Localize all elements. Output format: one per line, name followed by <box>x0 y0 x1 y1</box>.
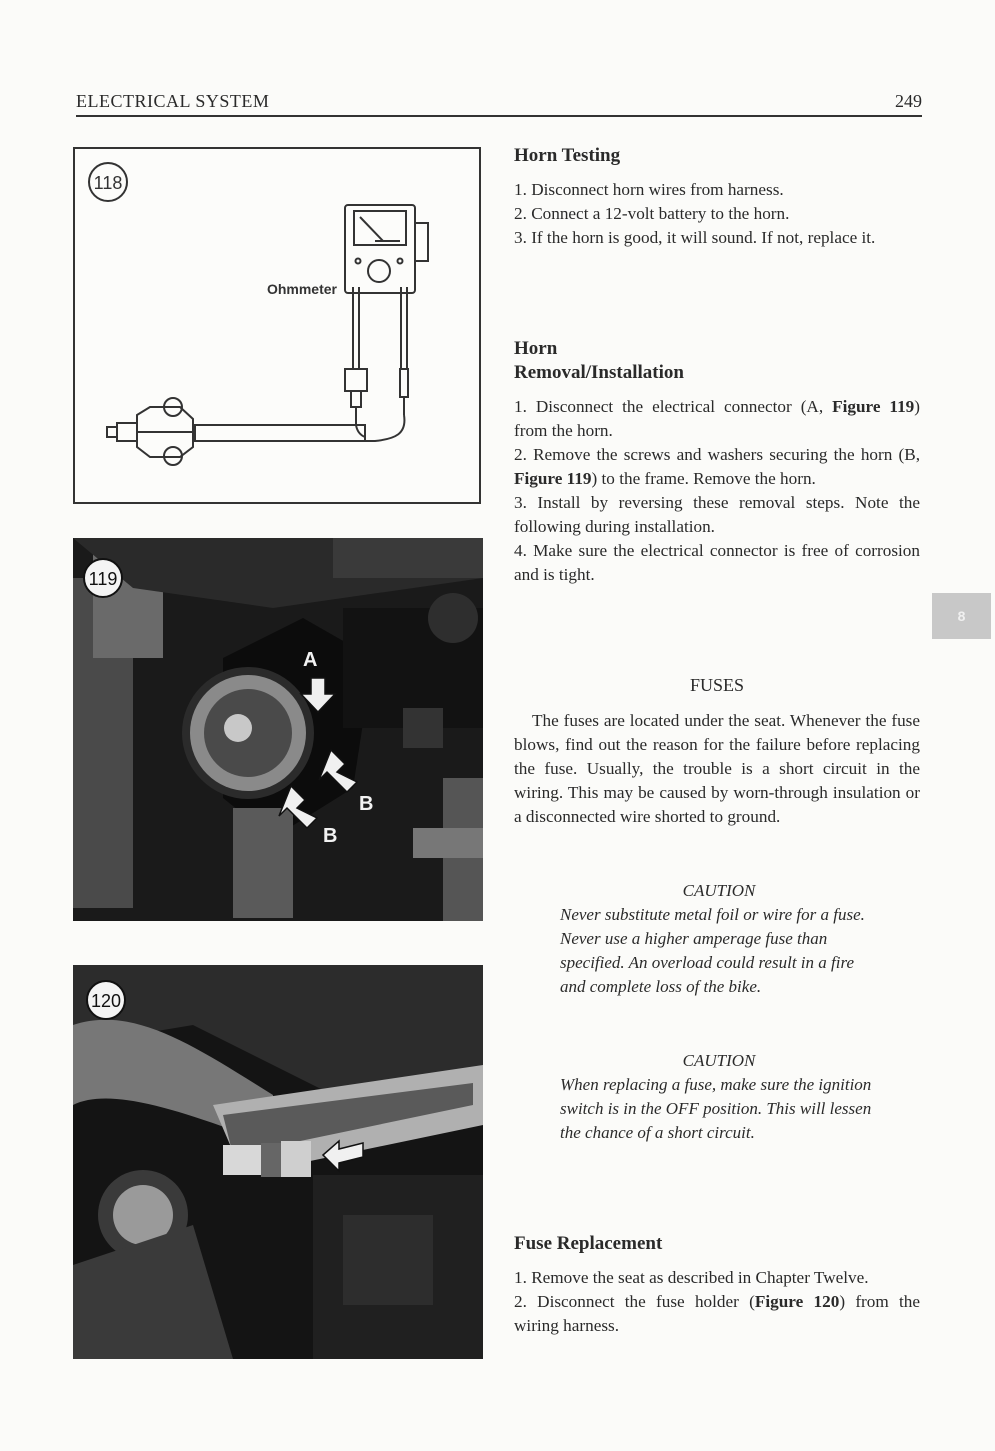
caution-text: Never substitute metal foil or wire for a fuse. Never use a higher amperage fuse than specified. An overload could result in a fire and complete loss of the bike. <box>560 905 865 996</box>
horn-testing-section <box>514 144 920 250</box>
caution-title: CAUTION <box>682 1051 756 1070</box>
list-item: 2. Remove the screws and washers securing the horn (B, Figure 119) to the frame. Remove the horn. <box>514 445 920 488</box>
caution-text: When replacing a fuse, make sure the ignition switch is in the OFF position. This will lessen the chance of a short circuit. <box>560 1075 872 1142</box>
list-item: 3. If the horn is good, it will sound. If not, replace it. <box>514 228 876 247</box>
label-a: A <box>303 649 318 671</box>
horn-photo <box>73 538 483 921</box>
label-b-upper: B <box>359 793 374 815</box>
label-b-lower: B <box>323 825 338 847</box>
figure-118-diagram <box>73 147 481 504</box>
list-item: 1. Disconnect horn wires from harness. <box>514 180 784 199</box>
horn-testing-steps <box>514 178 920 250</box>
list-item: 3. Install by reversing these removal steps. Note the following during installation. <box>514 493 920 536</box>
fuses-paragraph: The fuses are located under the seat. Whenever the fuse blows, find out the reason for the failure before replacing the fuse. Usually, the trouble is a short circuit in the wiring. This may be caused by worn-through insulation or a disconnected wire shorted to ground. <box>514 711 920 826</box>
figure-120-photo <box>73 965 483 1359</box>
list-item: 2. Connect a 12-volt battery to the horn. <box>514 204 790 223</box>
chapter-tab: 8 <box>932 593 991 639</box>
page-number: 249 <box>895 91 922 111</box>
figure-number-text: 120 <box>90 991 122 1011</box>
list-item: 1. Disconnect the electrical connector (A, Figure 119) from the horn. <box>514 397 920 440</box>
figure-number-badge <box>89 163 127 201</box>
ohmmeter-horn-diagram <box>75 149 479 502</box>
running-header <box>76 91 922 117</box>
horn-testing-heading: Horn Testing <box>514 145 621 166</box>
figure-ref: Figure 119 <box>514 469 592 488</box>
caution-box-2 <box>560 1049 878 1145</box>
fuse-replacement-heading: Fuse Replacement <box>514 1233 663 1254</box>
figure-number-text: 119 <box>88 569 118 589</box>
horn-removal-steps <box>514 395 920 587</box>
figure-ref: Figure 120 <box>754 1292 840 1311</box>
figure-119-photo <box>73 538 483 921</box>
fuses-section <box>514 673 920 829</box>
list-item: 1. Remove the seat as described in Chapter Twelve. <box>514 1268 869 1287</box>
fuse-replacement-section <box>514 1232 920 1338</box>
fuse-replacement-steps <box>514 1266 920 1338</box>
horn-removal-heading: Horn Removal/Installation <box>514 338 684 383</box>
figure-number-text: 118 <box>93 173 123 193</box>
ohmmeter-label: Ohmmeter <box>266 281 337 297</box>
fuses-heading: FUSES <box>689 675 745 695</box>
figure-number-badge <box>87 981 125 1019</box>
horn-removal-section <box>514 337 920 587</box>
figure-number-badge <box>84 559 122 597</box>
section-title: ELECTRICAL SYSTEM <box>76 91 270 111</box>
list-item: 2. Disconnect the fuse holder (Figure 120) from the wiring harness. <box>514 1292 920 1335</box>
caution-box-1 <box>560 879 878 999</box>
caution-title: CAUTION <box>682 881 756 900</box>
fuse-holder-photo <box>73 965 483 1359</box>
ohmmeter-icon <box>345 205 428 441</box>
figure-ref: Figure 119 <box>832 397 915 416</box>
list-item: 4. Make sure the electrical connector is free of corrosion and is tight. <box>514 541 920 584</box>
horn-icon <box>107 398 365 465</box>
